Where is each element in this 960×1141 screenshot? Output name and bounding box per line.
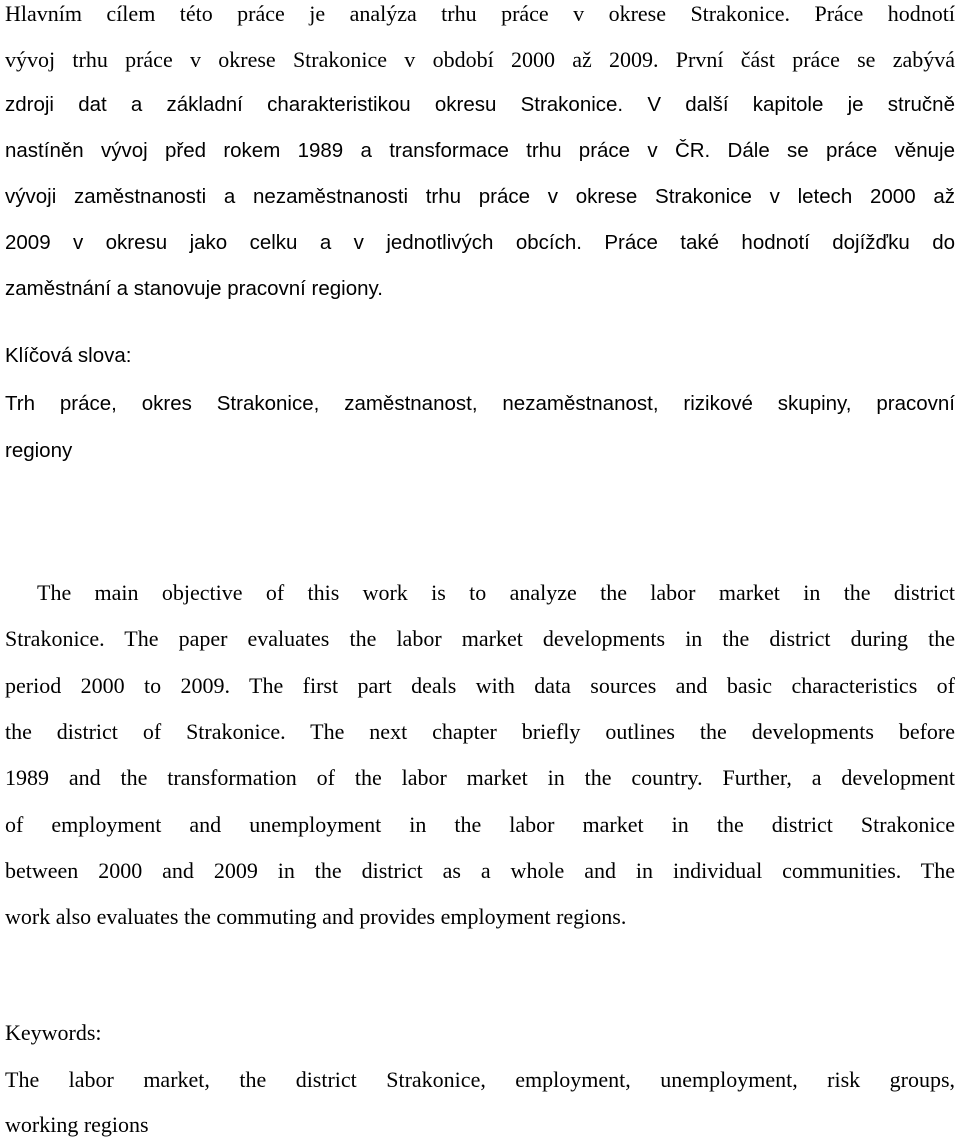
czech-keywords-line: Trh práce, okres Strakonice, zaměstnanost, nezaměstnanost, rizikové skupiny, pracovní bbox=[5, 392, 955, 415]
czech-keywords-line: regiony bbox=[5, 439, 73, 462]
english-abstract-line: between 2000 and 2009 in the district as a whole and in individual communities. The bbox=[5, 858, 955, 883]
czech-abstract-line: nastíněn vývoj před rokem 1989 a transformace trhu práce v ČR. Dále se práce věnuje bbox=[5, 139, 955, 162]
english-keywords-line: working regions bbox=[5, 1112, 149, 1137]
english-abstract-line: 1989 and the transformation of the labor market in the country. Further, a development bbox=[5, 765, 955, 790]
czech-keywords-label: Klíčová slova: bbox=[5, 344, 132, 367]
english-keywords-line: The labor market, the district Strakonice, employment, unemployment, risk groups, bbox=[5, 1067, 955, 1092]
english-abstract-line: the district of Strakonice. The next chapter briefly outlines the developments before bbox=[5, 719, 955, 744]
czech-abstract-line: 2009 v okresu jako celku a v jednotlivých obcích. Práce také hodnotí dojížďku do bbox=[5, 231, 955, 254]
english-abstract-line: Strakonice. The paper evaluates the labor market developments in the district during the bbox=[5, 626, 955, 651]
czech-abstract-line: zdroji dat a základní charakteristikou okresu Strakonice. V další kapitole je stručně bbox=[5, 93, 955, 116]
english-abstract-line: work also evaluates the commuting and provides employment regions. bbox=[5, 904, 627, 929]
english-abstract-line: of employment and unemployment in the labor market in the district Strakonice bbox=[5, 812, 955, 837]
czech-abstract-line: Hlavním cílem této práce je analýza trhu práce v okrese Strakonice. Práce hodnotí bbox=[5, 1, 955, 26]
english-keywords-label: Keywords: bbox=[5, 1020, 102, 1045]
czech-abstract-line: vývoj trhu práce v okrese Strakonice v období 2000 až 2009. První část práce se zabývá bbox=[5, 47, 955, 72]
czech-abstract-line: zaměstnání a stanovuje pracovní regiony. bbox=[5, 277, 383, 300]
english-abstract-line: period 2000 to 2009. The first part deals with data sources and basic characteristics of bbox=[5, 673, 955, 698]
czech-abstract-line: vývoji zaměstnanosti a nezaměstnanosti trhu práce v okrese Strakonice v letech 2000 až bbox=[5, 185, 955, 208]
english-abstract-line: The main objective of this work is to analyze the labor market in the district bbox=[37, 580, 955, 605]
document-page bbox=[5, 0, 955, 1141]
